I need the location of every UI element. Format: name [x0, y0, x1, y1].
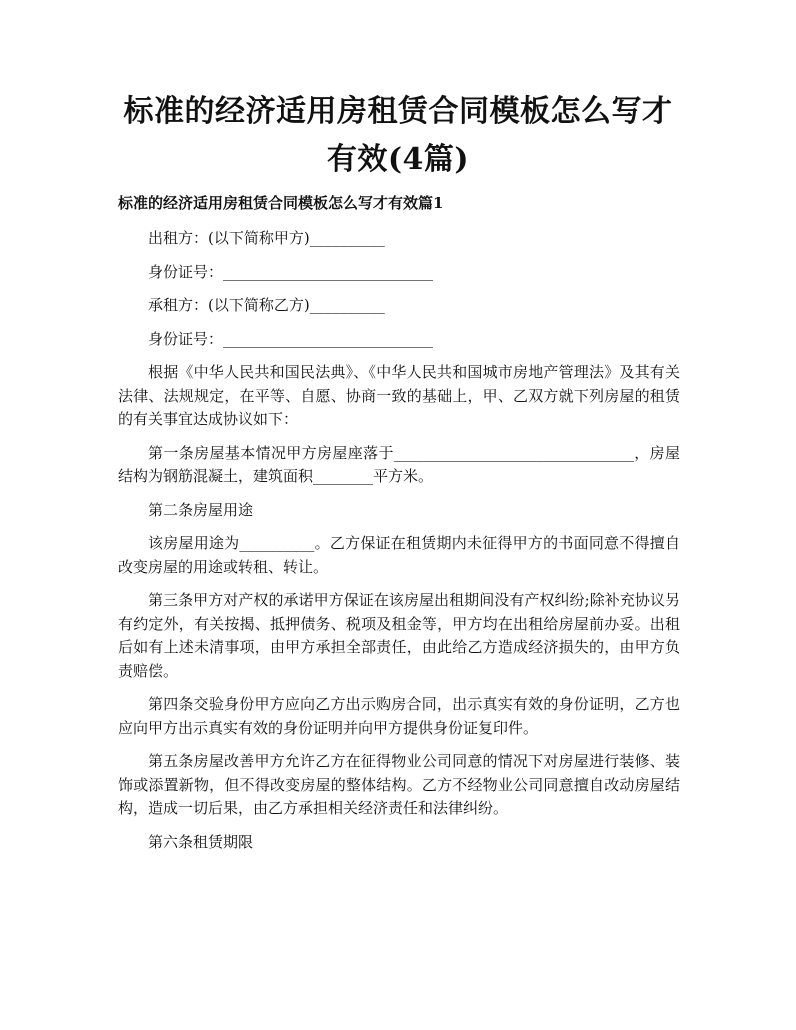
contract-body	[118, 227, 680, 864]
article-6-heading: 第六条租赁期限	[148, 832, 254, 851]
article-1-paragraph: 第一条房屋基本情况甲方房屋座落于________________________________，房屋结构为钢筋混凝土，建筑面积________平方米。	[118, 443, 680, 485]
legal-basis-paragraph: 根据《中华人民共和国民法典》、《中华人民共和国城市房地产管理法》及其有关法律、法规规定，在平等、自愿、协商一致的基础上，甲、乙双方就下列房屋的租赁的有关事宜达成协议如下：	[118, 363, 680, 428]
article-5-paragraph: 第五条房屋改善甲方允许乙方在征得物业公司同意的情况下对房屋进行装修、装饰或添置新物，但不得改变房屋的整体结构。乙方不经物业公司同意擅自改动房屋结构，造成一切后果，由乙方承担相关经济责任和法律纠纷。	[118, 752, 680, 817]
article-2-heading: 第二条房屋用途	[148, 500, 254, 519]
lessee-id-line: 身份证号：____________________________	[148, 329, 434, 348]
article-3-paragraph: 第三条甲方对产权的承诺甲方保证在该房屋出租期间没有产权纠纷;除补充协议另有约定外，有关按揭、抵押债务、税项及租金等，甲方均在出租给房屋前办妥。出租后如有上述未清事项，由甲方承担全部责任，由此给乙方造成经济损失的，由甲方负责赔偿。	[118, 591, 680, 680]
article-4-paragraph: 第四条交验身份甲方应向乙方出示购房合同，出示真实有效的身份证明，乙方也应向甲方出示真实有效的身份证明并向甲方提供身份证复印件。	[118, 695, 680, 737]
article-2-paragraph: 该房屋用途为__________。乙方保证在租赁期内未征得甲方的书面同意不得擅自改变房屋的用途或转租、转让。	[118, 534, 680, 576]
document-title: 标准的经济适用房租赁合同模板怎么写才有效(4篇)	[123, 94, 673, 177]
lessee-line: 承租方：(以下简称乙方)__________	[148, 296, 385, 314]
lessor-id-line: 身份证号：____________________________	[148, 262, 434, 281]
lessor-line: 出租方：(以下简称甲方)__________	[148, 229, 385, 247]
section-heading: 标准的经济适用房租赁合同模板怎么写才有效篇1	[118, 194, 444, 212]
